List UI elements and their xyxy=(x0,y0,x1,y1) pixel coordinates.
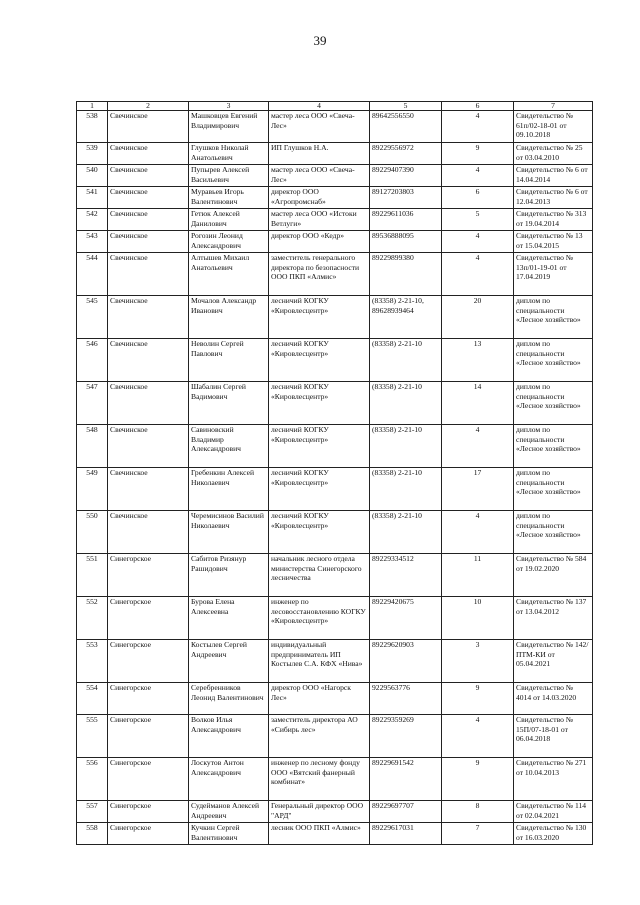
certificate-cell: Свидетельство № 137 от 13.04.2012 xyxy=(514,597,593,640)
person-name-cell: Шабалин Сергей Вадимович xyxy=(189,382,269,425)
position-cell: директор ООО «Агропромснаб» xyxy=(269,187,370,209)
person-name-cell: Серебренников Леонид Валентинович xyxy=(189,683,269,715)
certificate-cell: Свидетельство № 271 от 10.04.2013 xyxy=(514,758,593,801)
row-number-cell: 540 xyxy=(77,165,108,187)
forestry-district-cell: Свечинское xyxy=(108,165,189,187)
phone-cell: 89229407390 xyxy=(370,165,442,187)
position-cell: лесничий КОГКУ «Кировлесцентр» xyxy=(269,382,370,425)
person-name-cell: Судейманов Алексей Андреевич xyxy=(189,801,269,823)
column-header: 3 xyxy=(189,102,269,111)
experience-years-cell: 10 xyxy=(442,597,514,640)
phone-cell: 89229334512 xyxy=(370,554,442,597)
experience-years-cell: 4 xyxy=(442,511,514,554)
certificate-cell: Свидетельство № 313 от 19.04.2014 xyxy=(514,209,593,231)
phone-cell: 89229611036 xyxy=(370,209,442,231)
phone-cell: (83358) 2-21-10 xyxy=(370,511,442,554)
person-name-cell: Сабитов Ризянур Рашидович xyxy=(189,554,269,597)
person-name-cell: Лоскутов Антон Александрович xyxy=(189,758,269,801)
forestry-district-cell: Свечинское xyxy=(108,187,189,209)
phone-cell: 89229359269 xyxy=(370,715,442,758)
row-number-cell: 542 xyxy=(77,209,108,231)
row-number-cell: 554 xyxy=(77,683,108,715)
phone-cell: 89642556550 xyxy=(370,111,442,143)
table-row xyxy=(77,468,593,511)
column-header: 1 xyxy=(77,102,108,111)
table-row xyxy=(77,382,593,425)
position-cell: лесник ООО ПКП «Алмис» xyxy=(269,823,370,845)
certificate-cell: Свидетельство № 61п/02-18-01 от 09.10.2018 xyxy=(514,111,593,143)
person-name-cell: Волков Илья Александрович xyxy=(189,715,269,758)
row-number-cell: 551 xyxy=(77,554,108,597)
certificate-cell: Свидетельство № 584 от 19.02.2020 xyxy=(514,554,593,597)
position-cell: заместитель директора АО «Сибирь лес» xyxy=(269,715,370,758)
forestry-district-cell: Свечинское xyxy=(108,339,189,382)
page-number: 39 xyxy=(313,33,327,48)
position-cell: начальник лесного отдела министерства Синегорского лесничества xyxy=(269,554,370,597)
experience-years-cell: 4 xyxy=(442,231,514,253)
position-cell: инженер по лесному фонду ООО «Вятский фанерный комбинат» xyxy=(269,758,370,801)
table-row xyxy=(77,715,593,758)
row-number-cell: 552 xyxy=(77,597,108,640)
certificate-cell: Свидетельство № 15П/07-18-01 от 06.04.2018 xyxy=(514,715,593,758)
experience-years-cell: 11 xyxy=(442,554,514,597)
experience-years-cell: 20 xyxy=(442,296,514,339)
table-row xyxy=(77,209,593,231)
phone-cell: (83358) 2-21-10 xyxy=(370,382,442,425)
position-cell: директор ООО «Нагорск Лес» xyxy=(269,683,370,715)
row-number-cell: 548 xyxy=(77,425,108,468)
row-number-cell: 541 xyxy=(77,187,108,209)
column-header: 2 xyxy=(108,102,189,111)
experience-years-cell: 13 xyxy=(442,339,514,382)
column-header: 5 xyxy=(370,102,442,111)
certificate-cell: диплом по специальности «Лесное хозяйство» xyxy=(514,468,593,511)
certificate-cell: Свидетельство № 13 от 15.04.2015 xyxy=(514,231,593,253)
forestry-district-cell: Синегорское xyxy=(108,597,189,640)
experience-years-cell: 9 xyxy=(442,758,514,801)
experience-years-cell: 5 xyxy=(442,209,514,231)
row-number-cell: 544 xyxy=(77,253,108,296)
table-row xyxy=(77,683,593,715)
table-row xyxy=(77,554,593,597)
position-cell: директор ООО «Кедр» xyxy=(269,231,370,253)
forestry-district-cell: Свечинское xyxy=(108,253,189,296)
forestry-district-cell: Свечинское xyxy=(108,511,189,554)
table-row xyxy=(77,640,593,683)
certificate-cell: диплом по специальности «Лесное хозяйство» xyxy=(514,339,593,382)
forestry-district-cell: Синегорское xyxy=(108,758,189,801)
phone-cell: (83358) 2-21-10 xyxy=(370,425,442,468)
position-cell: лесничий КОГКУ «Кировлесцентр» xyxy=(269,511,370,554)
phone-cell: 89229420675 xyxy=(370,597,442,640)
forestry-district-cell: Свечинское xyxy=(108,143,189,165)
row-number-cell: 547 xyxy=(77,382,108,425)
person-name-cell: Савиновский Владимир Александрович xyxy=(189,425,269,468)
table-row xyxy=(77,143,593,165)
phone-cell: 89127203803 xyxy=(370,187,442,209)
forestry-district-cell: Свечинское xyxy=(108,296,189,339)
position-cell: лесничий КОГКУ «Кировлесцентр» xyxy=(269,425,370,468)
experience-years-cell: 9 xyxy=(442,143,514,165)
phone-cell: 89229556972 xyxy=(370,143,442,165)
certificate-cell: Свидетельство № 4014 от 14.03.2020 xyxy=(514,683,593,715)
experience-years-cell: 14 xyxy=(442,382,514,425)
column-header: 4 xyxy=(269,102,370,111)
phone-cell: 9229563776 xyxy=(370,683,442,715)
experience-years-cell: 3 xyxy=(442,640,514,683)
certificate-cell: диплом по специальности «Лесное хозяйство» xyxy=(514,511,593,554)
position-cell: мастер леса ООО «Свеча-Лес» xyxy=(269,165,370,187)
row-number-cell: 556 xyxy=(77,758,108,801)
certificate-cell: Свидетельство № 142/ПТМ-КИ от 05.04.2021 xyxy=(514,640,593,683)
forestry-district-cell: Свечинское xyxy=(108,468,189,511)
certificate-cell: диплом по специальности «Лесное хозяйство» xyxy=(514,382,593,425)
certificate-cell: Свидетельство № 114 от 02.04.2021 xyxy=(514,801,593,823)
table-row xyxy=(77,231,593,253)
row-number-cell: 555 xyxy=(77,715,108,758)
phone-cell: 89229691542 xyxy=(370,758,442,801)
phone-cell: (83358) 2-21-10 xyxy=(370,468,442,511)
person-name-cell: Кучкин Сергей Валентинович xyxy=(189,823,269,845)
table-row xyxy=(77,111,593,143)
position-cell: ИП Глушков Н.А. xyxy=(269,143,370,165)
row-number-cell: 549 xyxy=(77,468,108,511)
phone-cell: 89536888095 xyxy=(370,231,442,253)
experience-years-cell: 17 xyxy=(442,468,514,511)
position-cell: Генеральный директор ООО "АРД" xyxy=(269,801,370,823)
column-header: 7 xyxy=(514,102,593,111)
experience-years-cell: 4 xyxy=(442,425,514,468)
forestry-district-cell: Синегорское xyxy=(108,640,189,683)
position-cell: заместитель генерального директора по безопасности ООО ПКП «Алмис» xyxy=(269,253,370,296)
row-number-cell: 543 xyxy=(77,231,108,253)
position-cell: лесничий КОГКУ «Кировлесцентр» xyxy=(269,296,370,339)
row-number-cell: 539 xyxy=(77,143,108,165)
phone-cell: 89229617031 xyxy=(370,823,442,845)
row-number-cell: 538 xyxy=(77,111,108,143)
table-row xyxy=(77,187,593,209)
phone-cell: 89229899380 xyxy=(370,253,442,296)
experience-years-cell: 4 xyxy=(442,715,514,758)
person-name-cell: Алтышев Михаил Анатольевич xyxy=(189,253,269,296)
row-number-cell: 553 xyxy=(77,640,108,683)
table-row xyxy=(77,253,593,296)
row-number-cell: 550 xyxy=(77,511,108,554)
table-row xyxy=(77,425,593,468)
phone-cell: 89229697707 xyxy=(370,801,442,823)
table-row xyxy=(77,801,593,823)
forestry-district-cell: Синегорское xyxy=(108,683,189,715)
forestry-district-cell: Синегорское xyxy=(108,823,189,845)
forestry-district-cell: Синегорское xyxy=(108,715,189,758)
person-name-cell: Бурова Елена Алексеевна xyxy=(189,597,269,640)
person-name-cell: Костылев Сергей Андреевич xyxy=(189,640,269,683)
experience-years-cell: 4 xyxy=(442,165,514,187)
person-name-cell: Машковцев Евгений Владимирович xyxy=(189,111,269,143)
certificate-cell: Свидетельство № 130 от 16.03.2020 xyxy=(514,823,593,845)
certificate-cell: Свидетельство № 6 от 14.04.2014 xyxy=(514,165,593,187)
experience-years-cell: 4 xyxy=(442,111,514,143)
person-name-cell: Неволин Сергей Павлович xyxy=(189,339,269,382)
certificate-cell: Свидетельство № 25 от 03.04.2010 xyxy=(514,143,593,165)
experience-years-cell: 8 xyxy=(442,801,514,823)
person-name-cell: Мочалов Александр Иванович xyxy=(189,296,269,339)
person-name-cell: Рогозин Леонид Александрович xyxy=(189,231,269,253)
experience-years-cell: 6 xyxy=(442,187,514,209)
position-cell: лесничий КОГКУ «Кировлесцентр» xyxy=(269,339,370,382)
row-number-cell: 557 xyxy=(77,801,108,823)
certificate-cell: диплом по специальности «Лесное хозяйство» xyxy=(514,425,593,468)
table-row xyxy=(77,296,593,339)
table-row xyxy=(77,758,593,801)
forestry-district-cell: Синегорское xyxy=(108,801,189,823)
experience-years-cell: 9 xyxy=(442,683,514,715)
experience-years-cell: 4 xyxy=(442,253,514,296)
certificate-cell: Свидетельство № 13п/01-19-01 от 17.04.2019 xyxy=(514,253,593,296)
certificate-cell: диплом по специальности «Лесное хозяйство» xyxy=(514,296,593,339)
person-name-cell: Глушков Николай Анатольевич xyxy=(189,143,269,165)
forestry-district-cell: Свечинское xyxy=(108,111,189,143)
table-row xyxy=(77,339,593,382)
person-name-cell: Пупырев Алексей Васильевич xyxy=(189,165,269,187)
phone-cell: (83358) 2-21-10, 89628939464 xyxy=(370,296,442,339)
table-row xyxy=(77,823,593,845)
row-number-cell: 558 xyxy=(77,823,108,845)
phone-cell: (83358) 2-21-10 xyxy=(370,339,442,382)
position-cell: индивидуальный предприниматель ИП Костылев С.А. КФХ «Нива» xyxy=(269,640,370,683)
person-name-cell: Черемисинов Василий Николаевич xyxy=(189,511,269,554)
forestry-district-cell: Свечинское xyxy=(108,209,189,231)
position-cell: инженер по лесовосстановлению КОГКУ «Кировлесцентр» xyxy=(269,597,370,640)
registry-table xyxy=(76,101,593,845)
table-row xyxy=(77,597,593,640)
certificate-cell: Свидетельство № 6 от 12.04.2013 xyxy=(514,187,593,209)
person-name-cell: Муравьев Игорь Валентинович xyxy=(189,187,269,209)
experience-years-cell: 7 xyxy=(442,823,514,845)
row-number-cell: 545 xyxy=(77,296,108,339)
phone-cell: 89229620903 xyxy=(370,640,442,683)
forestry-district-cell: Свечинское xyxy=(108,382,189,425)
table-row xyxy=(77,165,593,187)
column-header: 6 xyxy=(442,102,514,111)
table-header-row xyxy=(77,102,593,111)
position-cell: лесничий КОГКУ «Кировлесцентр» xyxy=(269,468,370,511)
forestry-district-cell: Свечинское xyxy=(108,231,189,253)
forestry-district-cell: Синегорское xyxy=(108,554,189,597)
forestry-district-cell: Свечинское xyxy=(108,425,189,468)
row-number-cell: 546 xyxy=(77,339,108,382)
person-name-cell: Гребенкин Алексей Николаевич xyxy=(189,468,269,511)
table-row xyxy=(77,511,593,554)
person-name-cell: Гетюк Алексей Данилович xyxy=(189,209,269,231)
position-cell: мастер леса ООО «Свеча-Лес» xyxy=(269,111,370,143)
position-cell: мастер леса ООО «Истоки Ветлуги» xyxy=(269,209,370,231)
